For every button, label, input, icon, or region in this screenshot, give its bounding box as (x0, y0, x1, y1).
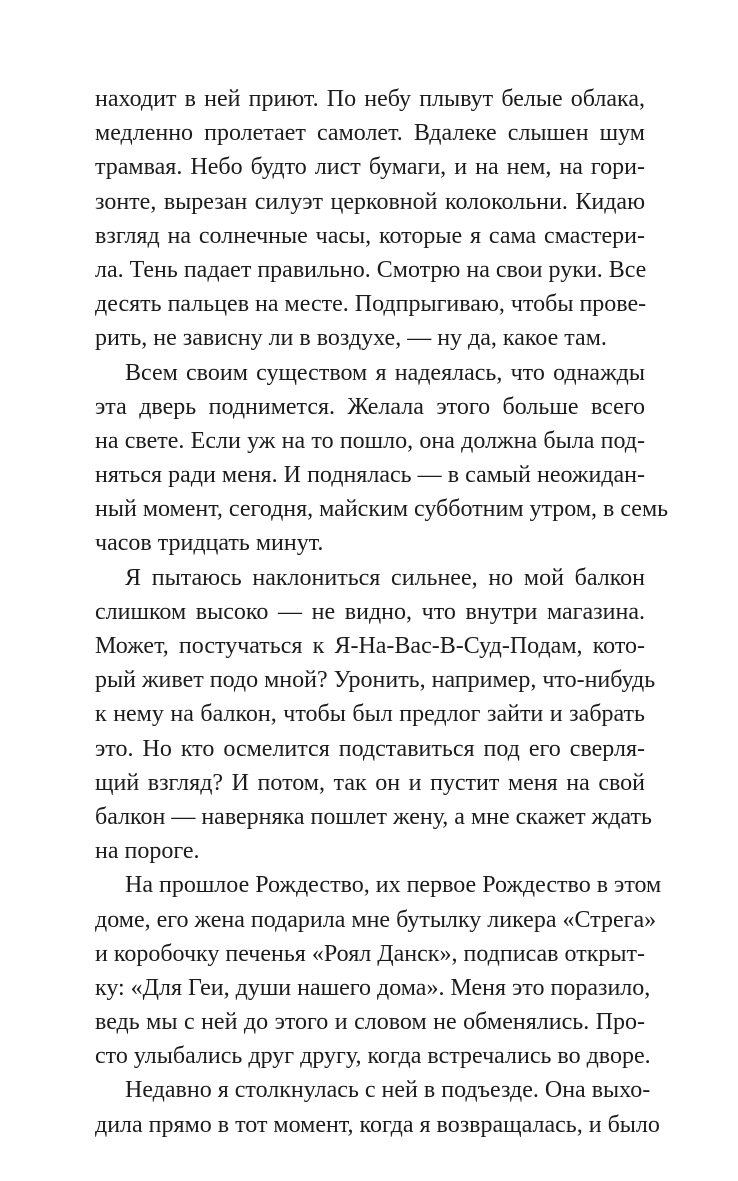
text-line: рый живет подо мной? Уронить, например, что-нибудь (95, 667, 656, 694)
text-line: это. Но кто осмелится подставиться под его сверля- (95, 735, 645, 762)
text-line: балкон — наверняка пошлет жену, а мне скажет ждать (95, 803, 652, 830)
text-line: зонте, вырезан силуэт церковной колокольни. Кидаю (95, 188, 645, 215)
text-line: медленно пролетает самолет. Вдалеке слышен шум (95, 120, 645, 147)
text-line: трамвая. Небо будто лист бумаги, и на нем, на гори- (95, 154, 645, 181)
text-line: Недавно я столкнулась с ней в подъезде. Она выхо- (125, 1077, 651, 1104)
text-line: сто улыбались друг другу, когда встречались во дворе. (95, 1043, 651, 1070)
text-line: на пороге. (95, 838, 200, 865)
text-line: рить, не зависну ли в воздухе, — ну да, какое там. (95, 325, 607, 352)
text-line: Всем своим существом я надеялась, что однажды (125, 359, 645, 386)
text-line: часов тридцать минут. (95, 530, 324, 557)
text-line: Я пытаюсь наклониться сильнее, но мой балкон (125, 564, 645, 591)
text-line: находит в ней приют. По небу плывут белые облака, (95, 86, 645, 112)
text-line: На прошлое Рождество, их первое Рождество в этом (125, 872, 662, 899)
text-line: доме, его жена подарила мне бутылку ликера «Стрега» (95, 906, 657, 933)
text-line: щий взгляд? И потом, так он и пустит меня на свой (95, 769, 645, 796)
book-page-text (95, 82, 669, 1142)
text-line: дила прямо в тот момент, когда я возвращалась, и было (95, 1111, 660, 1138)
text-line: эта дверь поднимется. Желала этого больше всего (95, 393, 645, 420)
text-line: Может, постучаться к Я-На-Вас-В-Суд-Подам, кото- (95, 633, 645, 659)
text-line: няться ради меня. И поднялась — в самый неожидан- (95, 462, 645, 489)
text-line: слишком высоко — не видно, что внутри магазина. (95, 598, 645, 625)
text-line: к нему на балкон, чтобы был предлог зайти и забрать (95, 701, 645, 728)
text-line: десять пальцев на месте. Подпрыгиваю, чтобы прове- (95, 291, 647, 318)
text-line: ла. Тень падает правильно. Смотрю на свои руки. Все (95, 256, 647, 283)
text-line: ведь мы с ней до этого и словом не обменялись. Про- (95, 1009, 645, 1036)
text-line: ный момент, сегодня, майским субботним утром, в семь (95, 496, 669, 523)
text-line: и коробочку печенья «Роял Данск», подписав открыт- (95, 940, 645, 967)
text-line: взгляд на солнечные часы, которые я сама смастери- (95, 222, 645, 249)
text-line: на свете. Если уж на то пошло, она должна была под- (95, 427, 645, 454)
text-line: ку: «Для Геи, души нашего дома». Меня это поразило, (95, 974, 651, 1001)
